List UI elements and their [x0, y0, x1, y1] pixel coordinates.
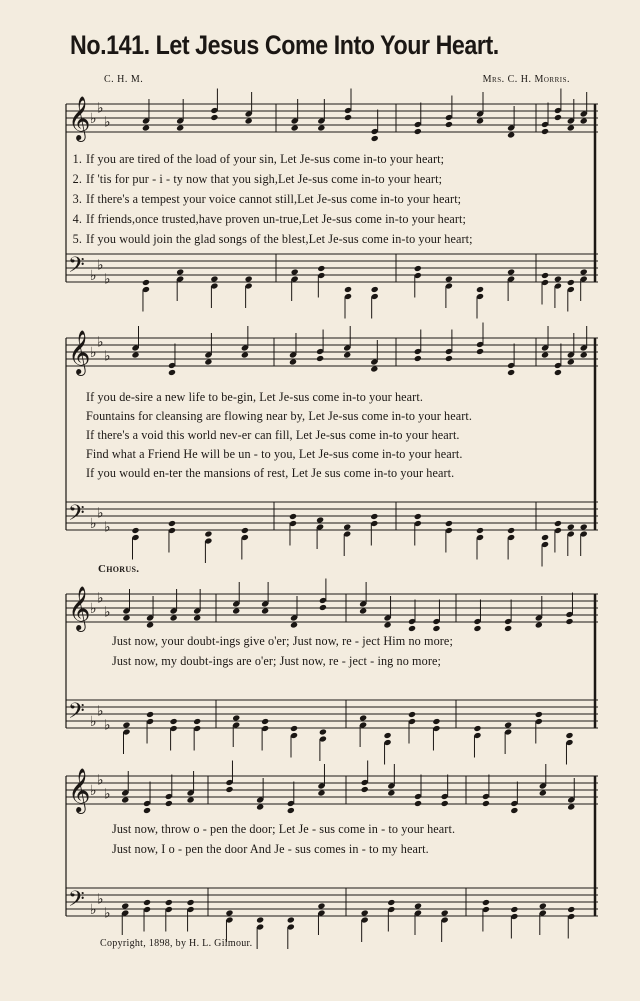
- svg-text:♭: ♭: [90, 783, 97, 799]
- music-system-1: [66, 92, 598, 302]
- music-system-2: [66, 326, 598, 546]
- svg-text:♭: ♭: [90, 268, 97, 284]
- svg-text:♭: ♭: [97, 891, 104, 908]
- music-credit: Mrs. C. H. Morris.: [482, 74, 570, 85]
- chorus-label: Chorus.: [98, 563, 140, 575]
- chorus-line: Just now, throw o - pen the door; Let Je - sus come in - to your heart.: [112, 822, 456, 836]
- svg-text:𝄞: 𝄞: [68, 96, 91, 140]
- svg-text:𝄞: 𝄞: [68, 768, 91, 812]
- verse-line: Find what a Friend He will be un - to you, Let Je-sus come in-to your heart.: [86, 447, 463, 461]
- svg-text:♭: ♭: [97, 772, 104, 789]
- svg-text:♭: ♭: [104, 519, 111, 536]
- chorus-line: Just now, I o - pen the door And Je - sus comes in - to my heart.: [112, 842, 429, 856]
- svg-text:♭: ♭: [104, 717, 111, 734]
- chorus-line: Just now, your doubt-ings give o'er; Just now, re - ject Him no more;: [112, 634, 453, 648]
- music-system-3: [66, 580, 598, 745]
- svg-text:𝄞: 𝄞: [68, 330, 91, 374]
- svg-text:♭: ♭: [90, 345, 97, 361]
- svg-text:𝄞: 𝄞: [68, 586, 91, 630]
- verse-line: 4. If friends,once trusted,have proven un-true,Let Je-sus come in-to your heart;: [72, 212, 466, 226]
- svg-text:♭: ♭: [90, 902, 97, 918]
- svg-text:♭: ♭: [97, 703, 104, 720]
- verse-line: Fountains for cleansing are flowing near by, Let Je-sus come in-to your heart.: [86, 409, 473, 423]
- svg-text:♭: ♭: [97, 590, 104, 607]
- music-system-4: [66, 762, 598, 932]
- copyright-notice: Copyright, 1898, by H. L. Gilmour.: [100, 938, 253, 949]
- svg-text:𝄢: 𝄢: [68, 253, 85, 283]
- verse-line: 2. If 'tis for pur - i - ty now that you sigh,Let Je-sus come in-to your heart;: [72, 172, 443, 186]
- words-credit: C. H. M.: [104, 74, 144, 85]
- svg-text:♭: ♭: [97, 100, 104, 117]
- svg-text:♭: ♭: [90, 714, 97, 730]
- svg-text:♭: ♭: [104, 271, 111, 288]
- svg-text:♭: ♭: [90, 111, 97, 127]
- svg-text:♭: ♭: [104, 114, 111, 131]
- svg-text:𝄢: 𝄢: [68, 501, 85, 531]
- hymn-title: No.141. Let Jesus Come Into Your Heart.: [70, 30, 499, 60]
- verse-line: 3. If there's a tempest your voice cannot still,Let Je-sus come in-to your heart;: [72, 192, 462, 206]
- verse-line: 1. If you are tired of the load of your sin, Let Je-sus come in-to your heart;: [72, 152, 445, 166]
- verse-line: If you de-sire a new life to be-gin, Let Je-sus come in-to your heart.: [86, 390, 423, 404]
- svg-text:𝄢: 𝄢: [68, 887, 85, 917]
- svg-text:♭: ♭: [97, 334, 104, 351]
- svg-text:♭: ♭: [104, 348, 111, 365]
- svg-text:♭: ♭: [104, 604, 111, 621]
- svg-text:♭: ♭: [90, 601, 97, 617]
- svg-text:♭: ♭: [104, 786, 111, 803]
- svg-text:♭: ♭: [97, 505, 104, 522]
- verse-line: 5. If you would join the glad songs of the blest,Let Je-sus come in-to your heart;: [72, 232, 473, 246]
- verse-line: If there's a void this world nev-er can fill, Let Je-sus come in-to your heart.: [86, 428, 460, 442]
- svg-text:♭: ♭: [97, 257, 104, 274]
- svg-text:𝄢: 𝄢: [68, 699, 85, 729]
- svg-text:♭: ♭: [90, 516, 97, 532]
- chorus-line: Just now, my doubt-ings are o'er; Just now, re - ject - ing no more;: [112, 654, 441, 668]
- verse-line: If you would en-ter the mansions of rest, Let Je sus come in-to your heart.: [86, 466, 455, 480]
- svg-text:♭: ♭: [104, 905, 111, 922]
